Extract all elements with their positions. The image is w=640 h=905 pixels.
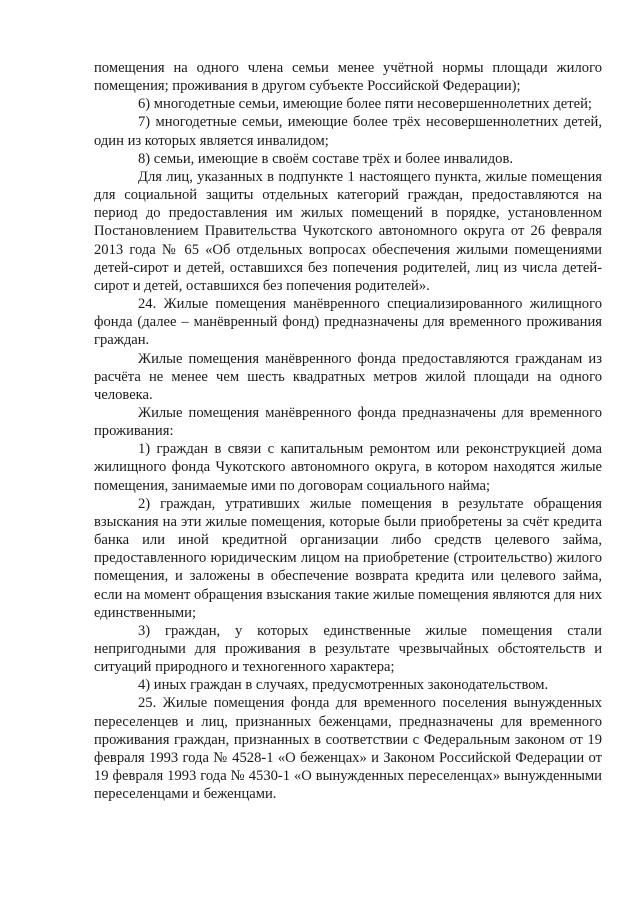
paragraph-section-25: 25. Жилые помещения фонда для временного поселения вынужденных переселенцев и лиц, признанных беженцами, предназначены для временного проживания граждан, признанных в соответствии с Федеральным законом от 19 февраля 1993 года № 4528-1 «О беженцах» и Законом Российской Федерации от 19 февраля 1993 года № 4530-1 «О вынужденных переселенцах» вынужденными переселенцами и беженцами. — [94, 695, 602, 803]
paragraph-item-8: 8) семьи, имеющие в своём составе трёх и более инвалидов. — [138, 150, 514, 167]
paragraph-item-7: 7) многодетные семьи, имеющие более трёх несовершеннолетних детей, один из которых является инвалидом; — [94, 114, 602, 149]
paragraph-maneuver-area: Жилые помещения манёвренного фонда предоставляются гражданам из расчёта не менее чем шесть квадратных метров жилой площади на одного человека. — [94, 350, 602, 403]
paragraph-purpose-4: 4) иных граждан в случаях, предусмотренных законодательством. — [138, 677, 549, 694]
paragraph-item-6: 6) многодетные семьи, имеющие более пяти несовершеннолетних детей; — [138, 96, 592, 113]
paragraph-subpoint-1-note: Для лиц, указанных в подпункте 1 настоящего пункта, жилые помещения для социальной защиты отдельных категорий граждан, предоставляются на период до предоставления им жилых помещений в порядке, установленном Постановлением Правительства Чукотского автономного округа от 26 февраля 2013 года № 65 «Об отдельных вопросах обеспечения жилыми помещениями детей-сирот и детей, оставшихся без попечения родителей, лиц из числа детей-сирот и детей, оставшихся без попечения родителей». — [94, 168, 602, 294]
paragraph-section-24: 24. Жилые помещения манёвренного специализированного жилищного фонда (далее – манёвренный фонд) предназначены для временного проживания граждан. — [94, 296, 602, 349]
paragraph-purpose-1: 1) граждан в связи с капитальным ремонтом или реконструкцией дома жилищного фонда Чукотского автономного округа, в котором находятся жилые помещения, занимаемые ими по договорам социального найма; — [94, 441, 602, 494]
paragraph-maneuver-purpose: Жилые помещения манёвренного фонда предназначены для временного проживания: — [94, 404, 602, 440]
document-body — [94, 59, 602, 803]
paragraph-continuation: помещения на одного члена семьи менее учётной нормы площади жилого помещения; проживания в другом субъекте Российской Федерации); — [94, 60, 602, 95]
paragraph-purpose-2: 2) граждан, утративших жилые помещения в результате обращения взыскания на эти жилые помещения, которые были приобретены за счёт кредита банка или иной кредитной организации либо средств целевого займа, предоставленного юридическим лицом на приобретение (строительство) жилого помещения, и заложены в обеспечение возврата кредита или целевого займа, если на момент обращения взыскания такие жилые помещения являются для них единственными; — [94, 495, 602, 621]
paragraph-purpose-3: 3) граждан, у которых единственные жилые помещения стали непригодными для проживания в результате чрезвычайных обстоятельств и ситуаций природного и техногенного характера; — [94, 622, 602, 676]
